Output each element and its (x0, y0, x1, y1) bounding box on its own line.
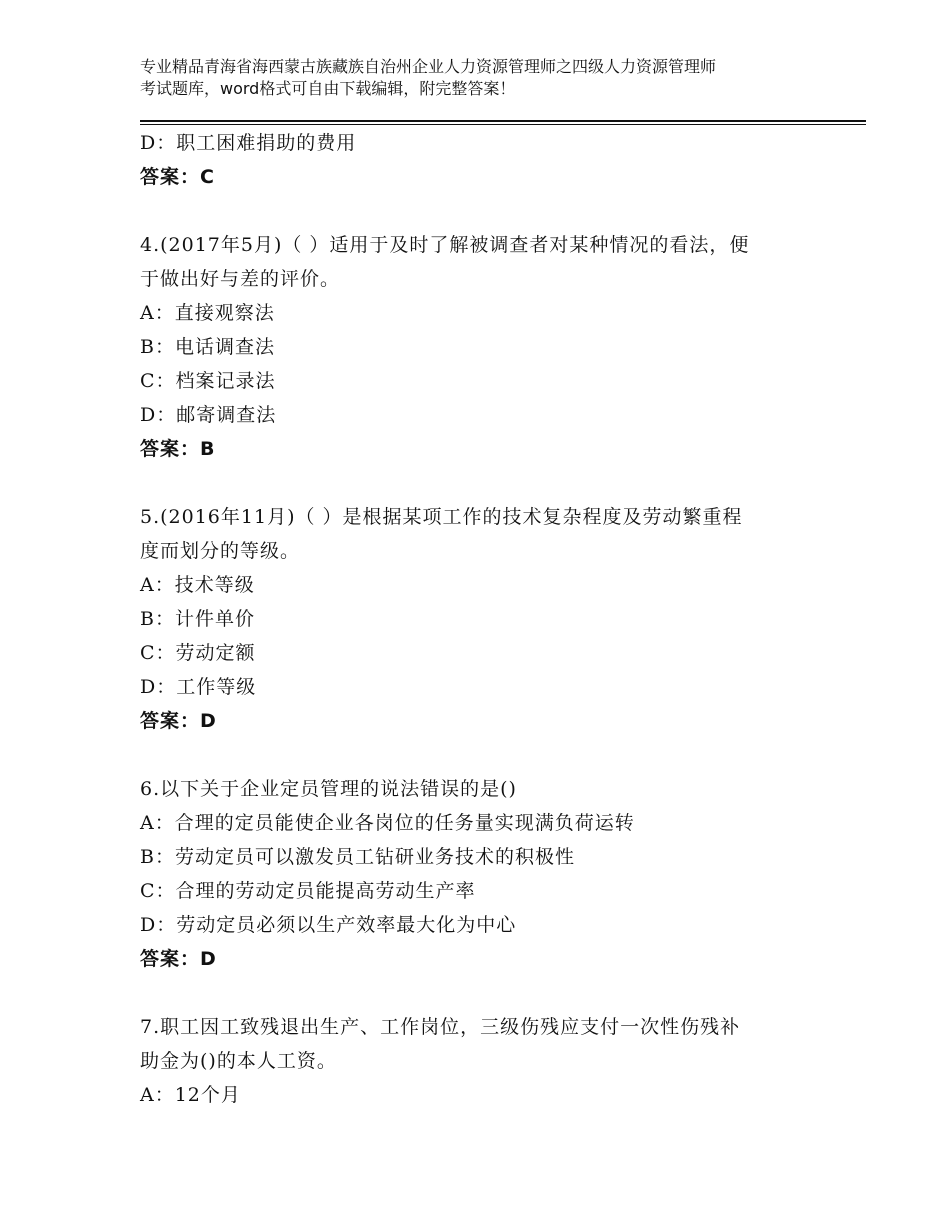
question-7-stem-line-1: 7.职工因工致残退出生产、工作岗位，三级伤残应支付一次性伤残补 (140, 1016, 741, 1038)
header-divider (140, 120, 866, 125)
question-5-option-b: B：计件单价 (140, 608, 255, 630)
question-3-answer: 答案：C (140, 166, 215, 188)
spacer (140, 194, 820, 228)
question-content (140, 126, 820, 1112)
question-5-answer: 答案：D (140, 710, 217, 732)
question-4-stem-line-1: 4.(2017年5月)（ ）适用于及时了解被调查者对某种情况的看法，便 (140, 234, 750, 256)
spacer (140, 976, 820, 1010)
question-4-answer: 答案：B (140, 438, 216, 460)
question-5-option-a: A：技术等级 (140, 574, 255, 596)
question-6-block (140, 772, 820, 976)
question-6-option-d: D：劳动定员必须以生产效率最大化为中心 (140, 914, 517, 936)
spacer (140, 738, 820, 772)
question-4-block (140, 228, 820, 466)
header-title-line-1: 专业精品青海省海西蒙古族藏族自治州企业人力资源管理师之四级人力资源管理师 (140, 57, 717, 76)
question-6-stem-line-1: 6.以下关于企业定员管理的说法错误的是() (140, 778, 517, 800)
header-title-line-2: 考试题库，word格式可自由下载编辑，附完整答案！ (140, 79, 516, 98)
question-7-option-a: A：12个月 (140, 1084, 241, 1106)
question-7-block (140, 1010, 820, 1112)
question-5-option-c: C：劳动定额 (140, 642, 256, 664)
document-header (140, 56, 830, 100)
question-4-option-b: B：电话调查法 (140, 336, 275, 358)
question-5-option-d: D：工作等级 (140, 676, 257, 698)
question-4-option-a: A：直接观察法 (140, 302, 275, 324)
question-4-option-c: C：档案记录法 (140, 370, 276, 392)
question-4-stem-line-2: 于做出好与差的评价。 (140, 268, 341, 290)
question-5-block (140, 500, 820, 738)
question-6-option-c: C：合理的劳动定员能提高劳动生产率 (140, 880, 476, 902)
question-4-option-d: D：邮寄调查法 (140, 404, 277, 426)
spacer (140, 466, 820, 500)
header-divider-thin (140, 124, 866, 125)
header-divider-thick (140, 120, 866, 122)
question-6-option-b: B：劳动定员可以激发员工钻研业务技术的积极性 (140, 846, 575, 868)
question-7-stem-line-2: 助金为()的本人工资。 (140, 1050, 337, 1072)
question-5-stem-line-2: 度而划分的等级。 (140, 540, 301, 562)
question-6-option-a: A：合理的定员能使企业各岗位的任务量实现满负荷运转 (140, 812, 635, 834)
question-3-option-d: D：职工困难捐助的费用 (140, 132, 357, 154)
question-6-answer: 答案：D (140, 948, 217, 970)
question-5-stem-line-1: 5.(2016年11月)（ ）是根据某项工作的技术复杂程度及劳动繁重程 (140, 506, 743, 528)
question-3-block (140, 126, 820, 194)
